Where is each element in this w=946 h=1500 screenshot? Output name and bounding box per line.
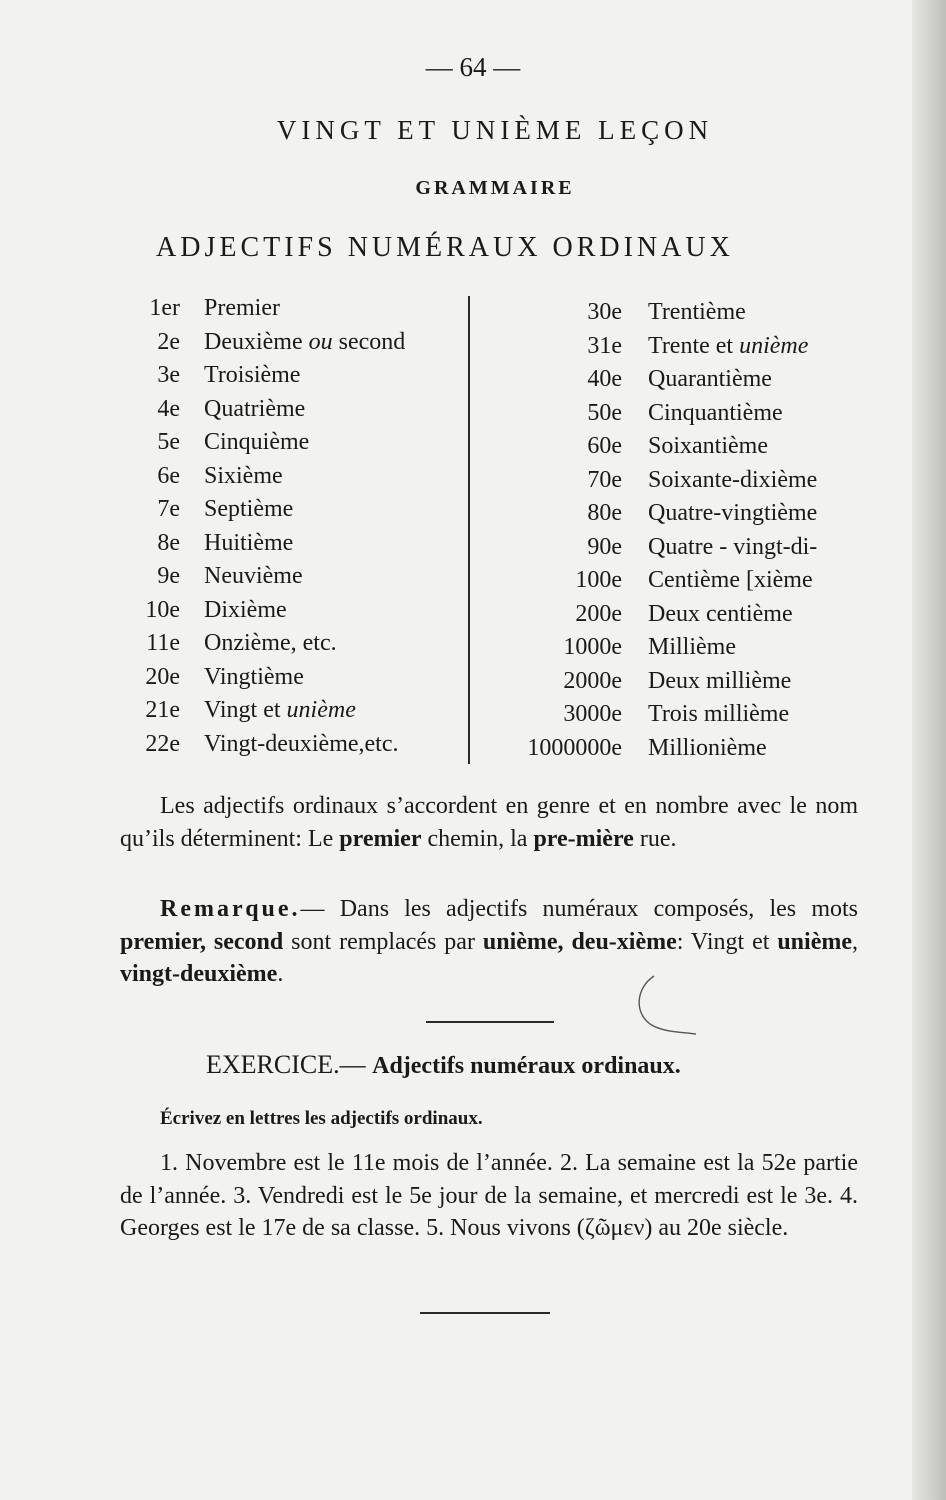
table-cell-word: Deux millième bbox=[648, 667, 792, 694]
table-cell-word: Cinquantième bbox=[648, 399, 783, 426]
table-cell-number: 30e bbox=[587, 299, 622, 325]
table-cell-number: 60e bbox=[587, 433, 622, 459]
table-cell-number: 21e bbox=[145, 697, 180, 723]
remark-label: Remarque. bbox=[160, 896, 301, 922]
table-cell-number: 10e bbox=[145, 596, 180, 623]
table-cell-number: 100e bbox=[575, 567, 622, 593]
table-cell-number: 5e bbox=[157, 429, 180, 455]
table-cell-number: 90e bbox=[587, 533, 622, 560]
table-cell-word: Trentième bbox=[648, 299, 746, 325]
subtitle: ADJECTIFS NUMÉRAUX ORDINAUX bbox=[156, 232, 734, 263]
table-cell-number: 3000e bbox=[563, 701, 622, 727]
table-cell-word: Deuxième ou second bbox=[204, 328, 406, 355]
table-cell-word: Quatre-vingtième bbox=[648, 500, 818, 526]
table-cell-word: Millionième bbox=[648, 734, 767, 761]
table-cell-word: Vingtième bbox=[204, 663, 304, 690]
table-cell-number: 8e bbox=[157, 529, 180, 556]
remark-paragraph: Remarque.— Dans les adjectifs numéraux composés, les mots premier, second sont remplacés par unième, deu-xième: Vingt et unième, vingt-deuxième. bbox=[120, 896, 858, 987]
table-cell-word: Trente et unième bbox=[648, 332, 809, 359]
right-word-column bbox=[648, 296, 817, 765]
table-cell-word: Vingt-deuxième,etc. bbox=[204, 730, 399, 757]
table-cell-number: 2000e bbox=[563, 667, 622, 694]
table-cell-word: Deux centième bbox=[648, 600, 793, 627]
table-cell-word: Neuvième bbox=[204, 563, 303, 589]
table-cell-word: Quarantième bbox=[648, 366, 772, 392]
table-cell-number: 11e bbox=[146, 630, 180, 656]
pencil-mark-icon bbox=[632, 970, 702, 1040]
table-cell-number: 70e bbox=[587, 466, 622, 493]
rule-paragraph: Les adjectifs ordinaux s’accordent en genre et en nombre avec le nom qu’ils déterminent: Le premier chemin, la pre-mière rue. bbox=[120, 793, 858, 852]
exercise-instruction: Écrivez en lettres les adjectifs ordinaux. bbox=[160, 1108, 483, 1129]
table-cell-number: 31e bbox=[587, 332, 622, 359]
table-cell-word: Soixantième bbox=[648, 433, 768, 459]
table-cell-word: Premier bbox=[204, 295, 280, 321]
table-cell-word: Quatre - vingt-di- bbox=[648, 533, 818, 560]
left-word-column bbox=[204, 292, 405, 761]
lesson-title: VINGT ET UNIÈME LEÇON bbox=[276, 115, 714, 145]
table-cell-number: 3e bbox=[157, 362, 180, 388]
table-cell-number: 1er bbox=[149, 295, 180, 321]
table-cell-word: Onzième, etc. bbox=[204, 630, 337, 656]
table-cell-number: 20e bbox=[145, 663, 180, 690]
table-cell-word: Huitième bbox=[204, 529, 294, 556]
table-cell-number: 2e bbox=[157, 328, 180, 355]
table-cell-number: 1000e bbox=[563, 634, 622, 660]
column-divider bbox=[468, 296, 470, 764]
table-cell-number: 22e bbox=[145, 730, 180, 757]
table-cell-number: 200e bbox=[575, 600, 622, 627]
table-cell-word: Sixième bbox=[204, 462, 283, 489]
divider-rule bbox=[420, 1312, 550, 1314]
table-cell-word: Soixante-dixième bbox=[648, 466, 818, 493]
table-cell-word: Dixième bbox=[204, 596, 287, 623]
right-number-column bbox=[480, 296, 622, 765]
left-number-column bbox=[112, 292, 180, 761]
table-cell-number: 1000000e bbox=[527, 734, 622, 761]
table-cell-word: Vingt et unième bbox=[204, 697, 356, 723]
table-cell-number: 40e bbox=[587, 366, 622, 392]
table-cell-number: 50e bbox=[587, 399, 622, 426]
divider-rule bbox=[426, 1021, 554, 1023]
table-cell-number: 80e bbox=[587, 500, 622, 526]
table-cell-word: Centième [xième bbox=[648, 567, 813, 593]
exercise-text: 1. Novembre est le 11e mois de l’année. 2. La semaine est la 52e partie de l’année. 3. Vendredi est le 5e jour de la semaine, et mercredi est le 3e. 4. Georges est le 17e de sa classe. 5. Nous vivons (ζῶμεν) au 20e siècle. bbox=[120, 1150, 858, 1241]
table-cell-word: Quatrième bbox=[204, 395, 306, 422]
table-cell-number: 4e bbox=[157, 395, 180, 422]
table-cell-number: 9e bbox=[157, 563, 180, 589]
page-number: — 64 — bbox=[425, 52, 521, 82]
exercise-heading: EXERCICE.— Adjectifs numéraux ordinaux. bbox=[206, 1050, 681, 1079]
table-cell-word: Troisième bbox=[204, 362, 301, 388]
page-edge bbox=[912, 0, 946, 1500]
table-cell-word: Millième bbox=[648, 634, 736, 660]
table-cell-word: Septième bbox=[204, 496, 294, 522]
table-cell-number: 7e bbox=[157, 496, 180, 522]
table-cell-number: 6e bbox=[157, 462, 180, 489]
table-cell-word: Trois millième bbox=[648, 701, 790, 727]
table-cell-word: Cinquième bbox=[204, 429, 310, 455]
section-title: GRAMMAIRE bbox=[415, 177, 575, 199]
